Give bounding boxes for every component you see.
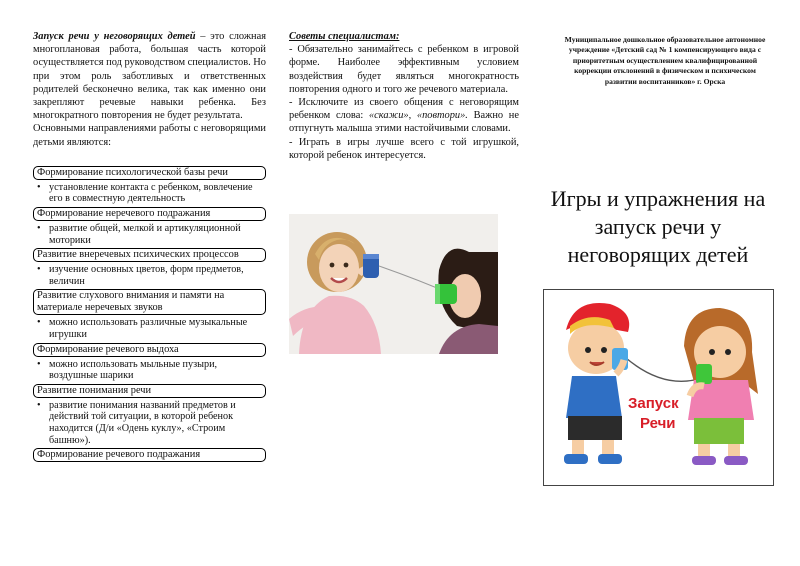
direction-detail: развитие понимания названий предметов и действий той ситуации, в которой ребенок находится (Д/и «Одень куклу», «Строим башню»). — [49, 399, 236, 446]
direction-bullet — [33, 400, 266, 446]
direction-box: Развитие внеречевых психических процессов — [33, 248, 266, 262]
direction-box: Формирование психологической базы речи — [33, 166, 266, 180]
intro-rest: – это сложная многоплановая работа, большая часть которой осуществляется под руководством специалистов. Но при этом роль заботливых и ответственных родителей бесконечно велика, так как именно они закрепляют речевые навыки ребенка. Без многократного повторения не будет результата. — [33, 31, 267, 122]
bullet-dot-icon: • — [37, 264, 41, 276]
direction-bullet — [33, 317, 266, 340]
directions-intro: Основными направлениями работы с неговорящими детьми являются: — [33, 123, 266, 148]
photo-children-tin-can-phone — [289, 214, 498, 354]
bullet-dot-icon: • — [37, 317, 41, 329]
direction-detail: можно использовать мыльные пузыри, воздушные шарики — [49, 358, 218, 382]
photo-drawing — [289, 214, 498, 354]
tip-2-text: - Исключите из своего общения с неговорящим ребенком слова: — [289, 97, 519, 122]
illustration-drawing — [544, 290, 773, 485]
tip-3: - Играть в игры лучше всего с той игрушкой, которой ребенок интересуется. — [289, 136, 519, 161]
direction-bullet — [33, 182, 266, 205]
directions-list — [33, 166, 266, 462]
direction-detail: установление контакта с ребенком, вовлечение его в совместную деятельность — [49, 181, 253, 205]
tip-1: - Обязательно занимайтесь с ребенком в игровой форме. Наиболее эффективным условием воздействия будет являться многократность повторения одного и того же речевого материала. — [289, 44, 519, 95]
organization-name: Муниципальное дошкольное образовательное автономное учреждение «Детский сад № 1 компенсирующего вида с приоритетным осуществлением квалифицированной коррекции отклонений в физическом и психическом развитии воспитанников» г. Орска — [564, 35, 766, 86]
direction-bullet — [33, 223, 266, 246]
middle-column — [289, 30, 519, 162]
direction-detail: развитие общей, мелкой и артикуляционной моторики — [49, 223, 241, 246]
intro-lead: Запуск речи у неговорящих детей — [33, 31, 196, 42]
direction-detail: изучение основных цветов, форм предметов, величин — [49, 264, 244, 287]
caption-line-2: Речи — [640, 415, 676, 432]
direction-detail: можно использовать различные музыкальные игрушки — [49, 317, 248, 340]
illustration-speech-launch — [543, 289, 774, 486]
direction-box: Формирование речевого выдоха — [33, 343, 266, 357]
left-column — [33, 30, 266, 462]
bullet-dot-icon: • — [37, 358, 41, 370]
tip-2-text-end: Важно не отпугнуть малыша этими настойчивыми словами. — [289, 110, 519, 135]
caption-line-1: Запуск — [628, 395, 679, 412]
bullet-dot-icon: • — [37, 181, 41, 193]
direction-bullet — [33, 359, 266, 382]
intro-paragraph — [33, 30, 266, 122]
direction-box: Формирование речевого подражания — [33, 448, 266, 462]
direction-box: Развитие слухового внимания и памяти на материале неречевых звуков — [33, 289, 266, 315]
direction-box: Формирование неречевого подражания — [33, 207, 266, 221]
bullet-dot-icon: • — [37, 399, 41, 411]
tips-heading: Советы специалистам: — [289, 31, 400, 42]
bullet-dot-icon: • — [37, 223, 41, 235]
brochure-title: Игры и упражнения на запуск речи у неговорящих детей — [550, 186, 766, 267]
tip-2-words: «скажи», «повтори». — [368, 110, 468, 122]
direction-bullet — [33, 264, 266, 287]
direction-box: Развитие понимания речи — [33, 384, 266, 398]
tip-2 — [289, 96, 519, 136]
